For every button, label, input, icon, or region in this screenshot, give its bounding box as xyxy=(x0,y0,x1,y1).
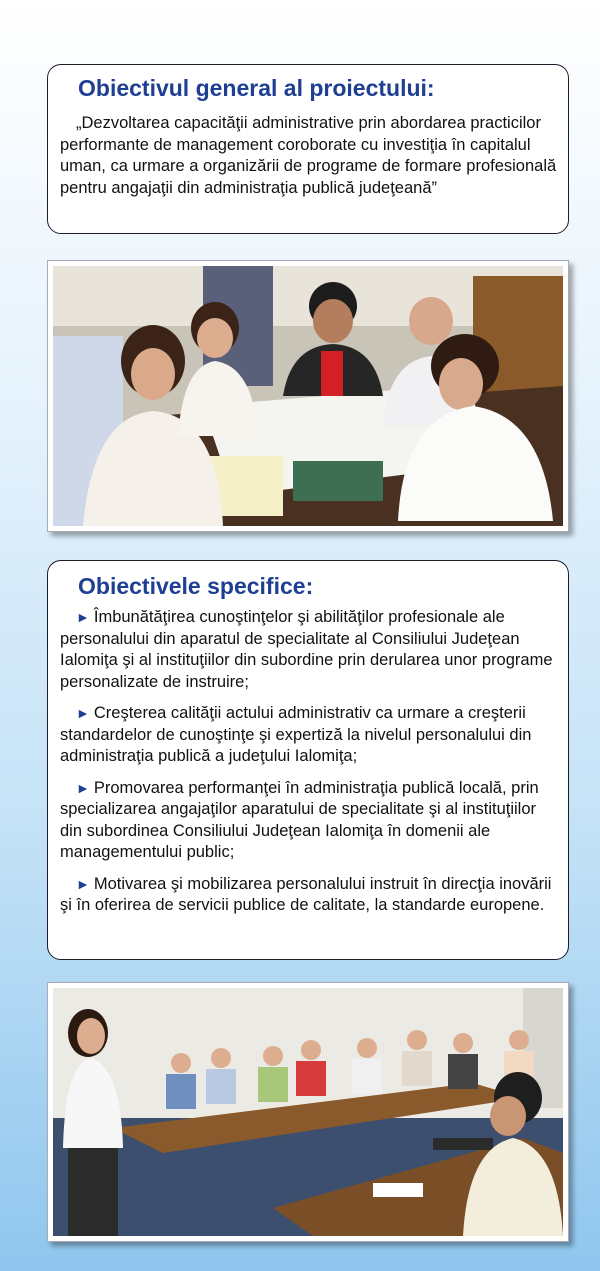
list-item: ► Îmbunătăţirea cunoştinţelor şi abilităţilor profesionale ale personalului din aparatul de specialitate al Consiliului Judeţean Ialomiţa şi al instituţiilor din subordine prin derularea unor programe personalizate de instruire; xyxy=(60,608,553,691)
specific-objectives-title: Obiectivele specifice: xyxy=(78,573,314,599)
general-objective-title: Obiectivul general al proiectului: xyxy=(78,75,435,101)
workshop-photo-group-table xyxy=(47,260,569,532)
list-item: ► Creşterea calităţii actului administrativ ca urmare a creşterii standardelor de cunoştinţe şi expertiză la nivelul personalului din administraţia publică a judeţului Ialomiţa; xyxy=(60,704,532,765)
bullet-triangle-icon: ► xyxy=(76,779,90,796)
general-objective-box xyxy=(47,64,569,234)
bullet-triangle-icon: ► xyxy=(76,609,90,625)
list-item: ► Motivarea şi mobilizarea personalului instruit în direcţia inovării şi în oferirea de servicii publice de calitate, la standarde europene. xyxy=(60,874,552,914)
specific-objectives-box xyxy=(47,560,569,960)
workshop-photo-classroom xyxy=(47,982,569,1242)
bullet-triangle-icon: ► xyxy=(76,875,90,892)
photo-classroom-image xyxy=(53,988,563,1236)
specific-objectives-list xyxy=(60,607,560,927)
photo-group-table-image xyxy=(53,266,563,526)
list-item: ► Promovarea performanţei în administraţia publică locală, prin specializarea angajaţilor aparatului de specialitate şi al instituţiilor din subordinea Consiliului Judeţean Ialomiţa în domenii ale managementului public; xyxy=(60,778,539,861)
bullet-triangle-icon: ► xyxy=(76,705,90,721)
general-objective-text: „Dezvoltarea capacităţii administrative prin abordarea practicilor performante de management coroborate cu investiţia în capitalul uman, ca urmare a organizării de programe de formare profesională pentru angajaţii din administraţia publică judeţeană” xyxy=(60,114,557,197)
